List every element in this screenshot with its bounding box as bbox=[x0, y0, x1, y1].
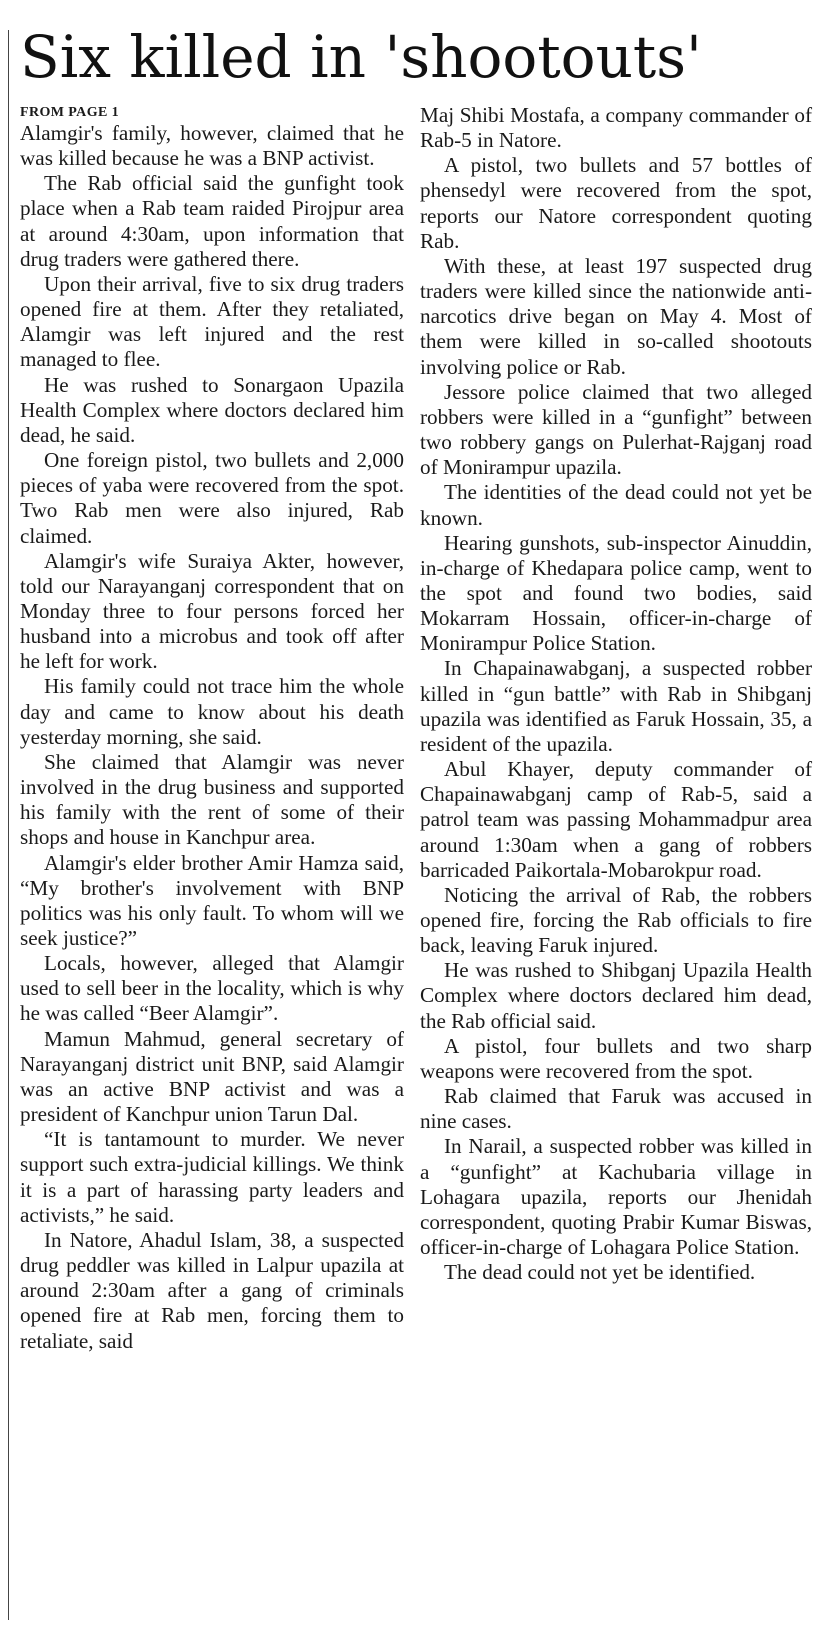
headline: Six killed in 'shootouts' bbox=[20, 23, 702, 91]
paragraph: In Narail, a suspected robber was killed in a “gunfight” at Kachubaria village in Lohagara upazila, reports our Jhenidah correspondent, quoting Prabir Kumar Biswas, officer-in-charge of Lohagara Police Station. bbox=[420, 1134, 812, 1260]
paragraph: A pistol, four bullets and two sharp weapons were recovered from the spot. bbox=[420, 1033, 812, 1083]
paragraph: One foreign pistol, two bullets and 2,000 pieces of yaba were recovered from the spot. Two Rab men were also injured, Rab claimed. bbox=[20, 448, 404, 548]
paragraph: The identities of the dead could not yet be known. bbox=[420, 480, 812, 530]
paragraph: His family could not trace him the whole day and came to know about his death yesterday morning, she said. bbox=[20, 674, 404, 749]
column-rule bbox=[8, 30, 9, 1620]
paragraph: The dead could not yet be identified. bbox=[444, 1260, 756, 1285]
paragraph: Maj Shibi Mostafa, a company commander of Rab-5 in Natore. bbox=[420, 103, 812, 153]
paragraph: In Chapainawabganj, a suspected robber killed in “gun battle” with Rab in Shibganj upazila was identified as Faruk Hossain, 35, a resident of the upazila. bbox=[420, 656, 812, 756]
paragraph: Jessore police claimed that two alleged robbers were killed in a “gunfight” between two robbery gangs on Pulerhat-Rajganj road of Monirampur upazila. bbox=[420, 379, 812, 480]
paragraph: Rab claimed that Faruk was accused in nine cases. bbox=[420, 1084, 812, 1134]
paragraph: With these, at least 197 suspected drug traders were killed since the nationwide anti-narcotics drive began on May 4. Most of them were killed in so-called shootouts involving police or Rab. bbox=[420, 253, 812, 379]
paragraph: Noticing the arrival of Rab, the robbers opened fire, forcing the Rab officials to fire back, leaving Faruk injured. bbox=[420, 882, 812, 958]
paragraph: “It is tantamount to murder. We never support such extra-judicial killings. We think it is a part of harassing party leaders and activists,” he said. bbox=[20, 1127, 404, 1227]
paragraph: Alamgir's family, however, claimed that he was killed because he was a BNP activist. bbox=[20, 121, 404, 171]
paragraph: She claimed that Alamgir was never involved in the drug business and supported his family with the rent of some of their shops and house in Kanchpur area. bbox=[20, 749, 404, 850]
paragraph: A pistol, two bullets and 57 bottles of phensedyl were recovered from the spot, reports our Natore correspondent quoting Rab. bbox=[420, 153, 812, 253]
paragraph: Locals, however, alleged that Alamgir used to sell beer in the locality, which is why he was called “Beer Alamgir”. bbox=[20, 951, 404, 1026]
paragraph: Alamgir's wife Suraiya Akter, however, told our Narayanganj correspondent that on Monday three to four persons forced her husband into a microbus and took off after he left for work. bbox=[20, 548, 404, 674]
article-column-right bbox=[420, 103, 812, 1285]
article-column-left bbox=[20, 104, 404, 1354]
paragraph: Abul Khayer, deputy commander of Chapainawabganj camp of Rab-5, said a patrol team was passing Mohammadpur area around 1:30am when a gang of robbers barricaded Paikortala-Mobarokpur road. bbox=[420, 757, 812, 882]
paragraph: Alamgir's elder brother Amir Hamza said, “My brother's involvement with BNP politics was his only fault. To whom will we seek justice?” bbox=[20, 850, 404, 950]
paragraph: Upon their arrival, five to six drug traders opened fire at them. After they retaliated, Alamgir was left injured and the rest managed to flee. bbox=[20, 271, 404, 372]
paragraph: Hearing gunshots, sub-inspector Ainuddin, in-charge of Khedapara police camp, went to the spot and found two bodies, said Mokarram Hossain, officer-in-charge of Monirampur Police Station. bbox=[420, 530, 812, 656]
paragraph: In Natore, Ahadul Islam, 38, a suspected drug peddler was killed in Lalpur upazila at around 2:30am after a gang of criminals opened fire at Rab men, forcing them to retaliate, said bbox=[20, 1227, 404, 1353]
paragraph: Mamun Mahmud, general secretary of Narayanganj district unit BNP, said Alamgir was an active BNP activist and was a president of Kanchpur union Tarun Dal. bbox=[20, 1026, 404, 1127]
paragraph: He was rushed to Shibganj Upazila Health Complex where doctors declared him dead, the Rab official said. bbox=[420, 958, 812, 1033]
paragraph: The Rab official said the gunfight took place when a Rab team raided Pirojpur area at around 4:30am, upon information that drug traders were gathered there. bbox=[20, 171, 404, 271]
dateline: FROM PAGE 1 bbox=[20, 105, 120, 120]
paragraph: He was rushed to Sonargaon Upazila Health Complex where doctors declared him dead, he said. bbox=[20, 372, 404, 447]
